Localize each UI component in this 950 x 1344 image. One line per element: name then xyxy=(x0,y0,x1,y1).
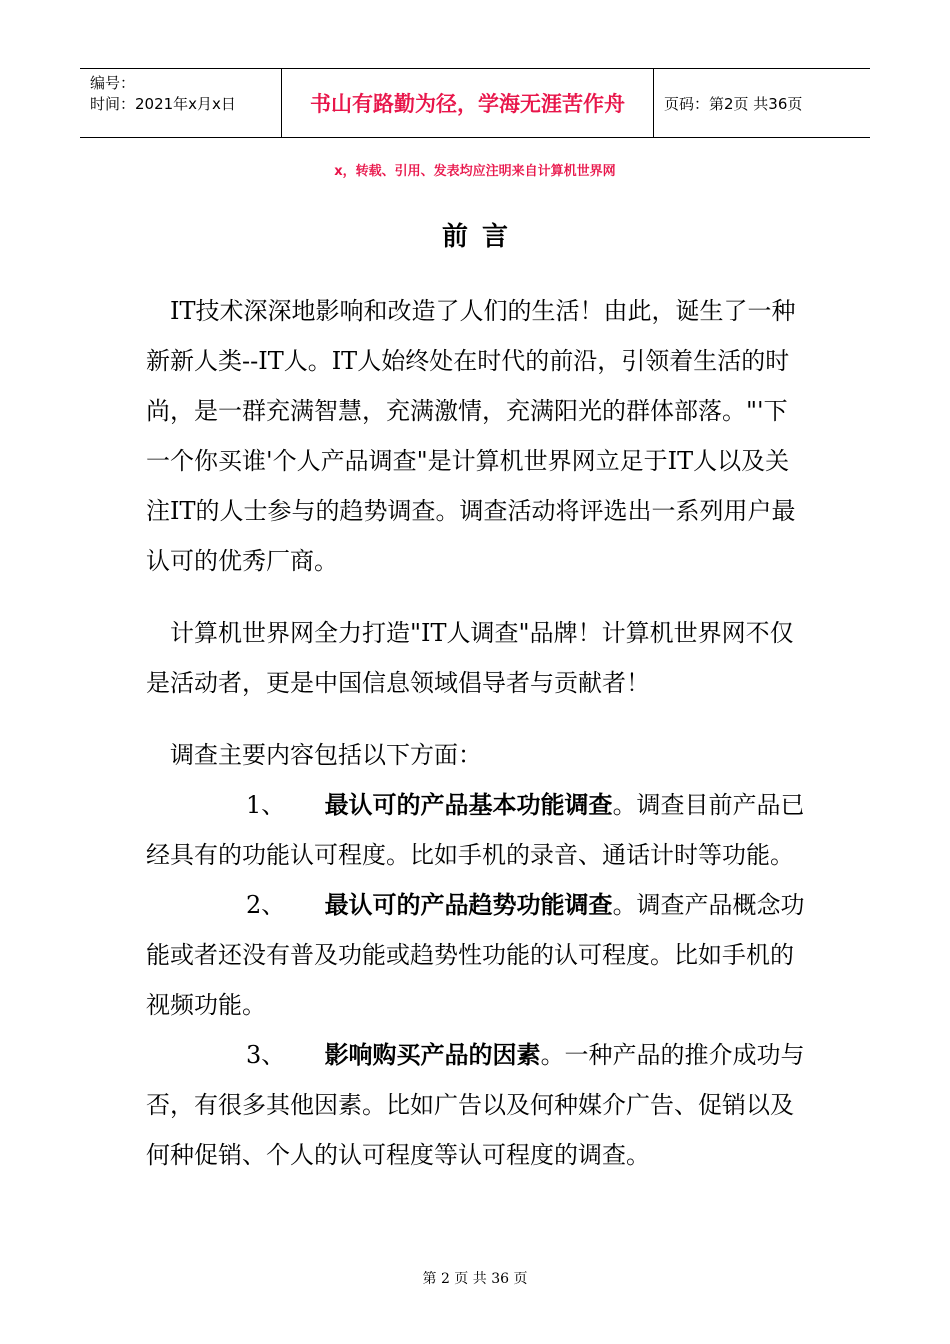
item-text: 。调查目前产品已经具有的功能认可程度。比如手机的录音、通话计时等功能。 xyxy=(146,791,805,869)
item-number: 2、 xyxy=(246,891,286,919)
copyright-notice: x，转载、引用、发表均应注明来自计算机世界网 xyxy=(334,164,616,179)
item-heading: 影响购买产品的因素 xyxy=(324,1041,541,1069)
item-heading: 最认可的产品基本功能调查 xyxy=(324,791,613,819)
item-text: 。一种产品的推介成功与否，有很多其他因素。比如广告以及何种媒介广告、促销以及何种促销、个人的认可程度等认可程度的调查。 xyxy=(146,1041,805,1169)
header-meta xyxy=(80,69,282,137)
list-item xyxy=(146,880,806,1030)
item-heading: 最认可的产品趋势功能调查 xyxy=(324,891,613,919)
paragraph-brand: 计算机世界网全力打造"IT人调查"品牌！计算机世界网不仅是活动者，更是中国信息领域倡导者与贡献者！ xyxy=(146,619,794,697)
page-title: 前言 xyxy=(441,222,522,252)
number-label: 编号： xyxy=(90,74,136,92)
time-label: 时间：2021年x月x日 xyxy=(90,95,236,113)
list-item xyxy=(146,1030,806,1180)
item-number: 3、 xyxy=(246,1041,286,1069)
item-text: 。调查产品概念功能或者还没有普及功能或趋势性功能的认可程度。比如手机的视频功能。 xyxy=(146,891,805,1019)
header-motto: 书山有路勤为径，学海无涯苦作舟 xyxy=(282,69,654,137)
header-page-info: 页码：第2页 共36页 xyxy=(664,94,803,113)
page-header xyxy=(80,68,870,138)
list-item xyxy=(146,780,806,880)
paragraph-survey-lead: 调查主要内容包括以下方面： xyxy=(170,741,482,769)
paragraph-intro: IT技术深深地影响和改造了人们的生活！由此，诞生了一种新新人类--IT人。IT人始终处在时代的前沿，引领着生活的时尚，是一群充满智慧，充满激情，充满阳光的群体部落。"'下一个你买谁'个人产品调查"是计算机世界网立足于IT人以及关注IT的人士参与的趋势调查。调查活动将评选出一系列用户最认可的优秀厂商。 xyxy=(146,297,796,575)
document-body xyxy=(146,286,806,1180)
page-footer: 第 2 页 共 36 页 xyxy=(422,1271,528,1287)
item-number: 1、 xyxy=(246,791,286,819)
